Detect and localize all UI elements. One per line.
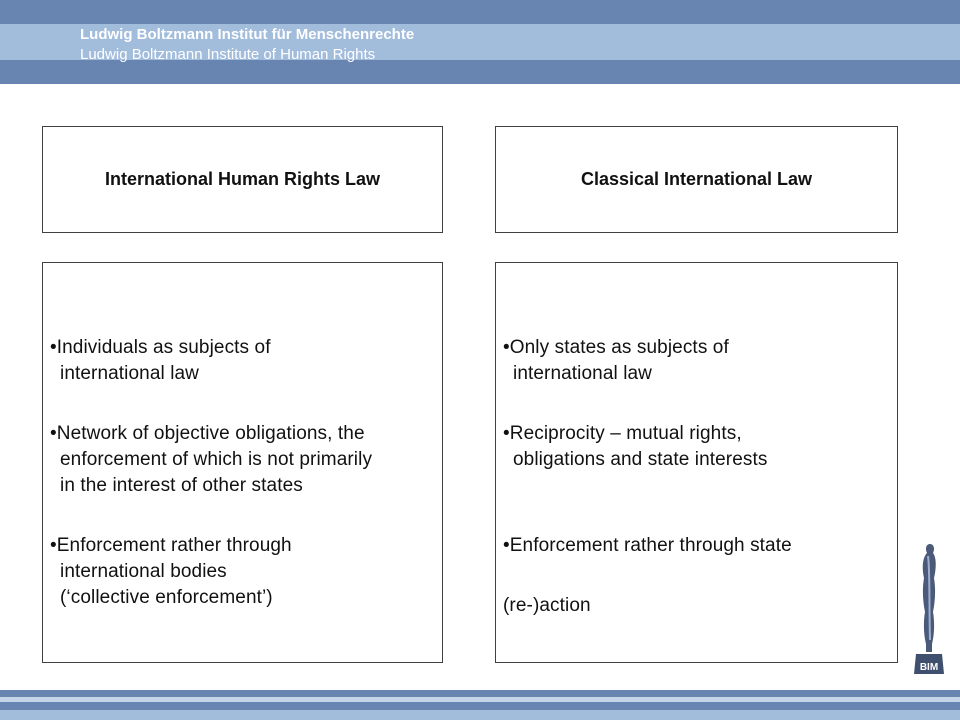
header-stripe-top	[0, 0, 960, 24]
list-item-line: in the interest of other states	[60, 475, 303, 496]
list-item-line: •Enforcement rather through	[50, 535, 292, 556]
list-item	[503, 335, 792, 387]
list-item-line: •Individuals as subjects of	[50, 337, 271, 358]
list-item-line: •Only states as subjects of	[503, 337, 729, 358]
left-content-list	[50, 335, 372, 611]
list-item	[50, 533, 372, 611]
list-item-line: •Reciprocity – mutual rights,	[503, 423, 742, 444]
list-item-line: international law	[60, 363, 200, 384]
footer-stripe	[0, 702, 960, 710]
right-heading: Classical International Law	[580, 169, 813, 189]
right-heading-box	[495, 126, 898, 233]
logo-text: BIM	[919, 662, 939, 673]
left-heading: International Human Rights Law	[104, 169, 381, 189]
list-item-line: •Enforcement rather through state	[503, 535, 792, 556]
list-item-line: international law	[513, 363, 653, 384]
statue-logo-icon	[910, 540, 946, 680]
list-item-line: international bodies	[60, 561, 227, 582]
list-item-line: •Network of objective obligations, the	[50, 423, 365, 444]
footer-banner	[0, 690, 960, 720]
list-item-line: (‘collective enforcement’)	[60, 587, 273, 608]
header-banner	[0, 0, 960, 84]
list-item-line: obligations and state interests	[513, 449, 768, 470]
footer-stripe	[0, 690, 960, 697]
list-item	[50, 335, 372, 387]
list-item	[503, 593, 792, 619]
list-item	[50, 421, 372, 499]
institute-name-english: Ludwig Boltzmann Institute of Human Rights	[80, 46, 376, 63]
left-heading-box	[42, 126, 443, 233]
institute-name-german: Ludwig Boltzmann Institut für Menschenrechte	[80, 26, 415, 43]
header-stripe-bottom	[0, 60, 960, 84]
list-item-line: enforcement of which is not primarily	[60, 449, 373, 470]
right-content-list	[503, 335, 792, 619]
list-item-line: (re-)action	[503, 595, 591, 616]
list-item	[503, 533, 792, 559]
footer-stripe	[0, 710, 960, 720]
list-item	[503, 421, 792, 473]
